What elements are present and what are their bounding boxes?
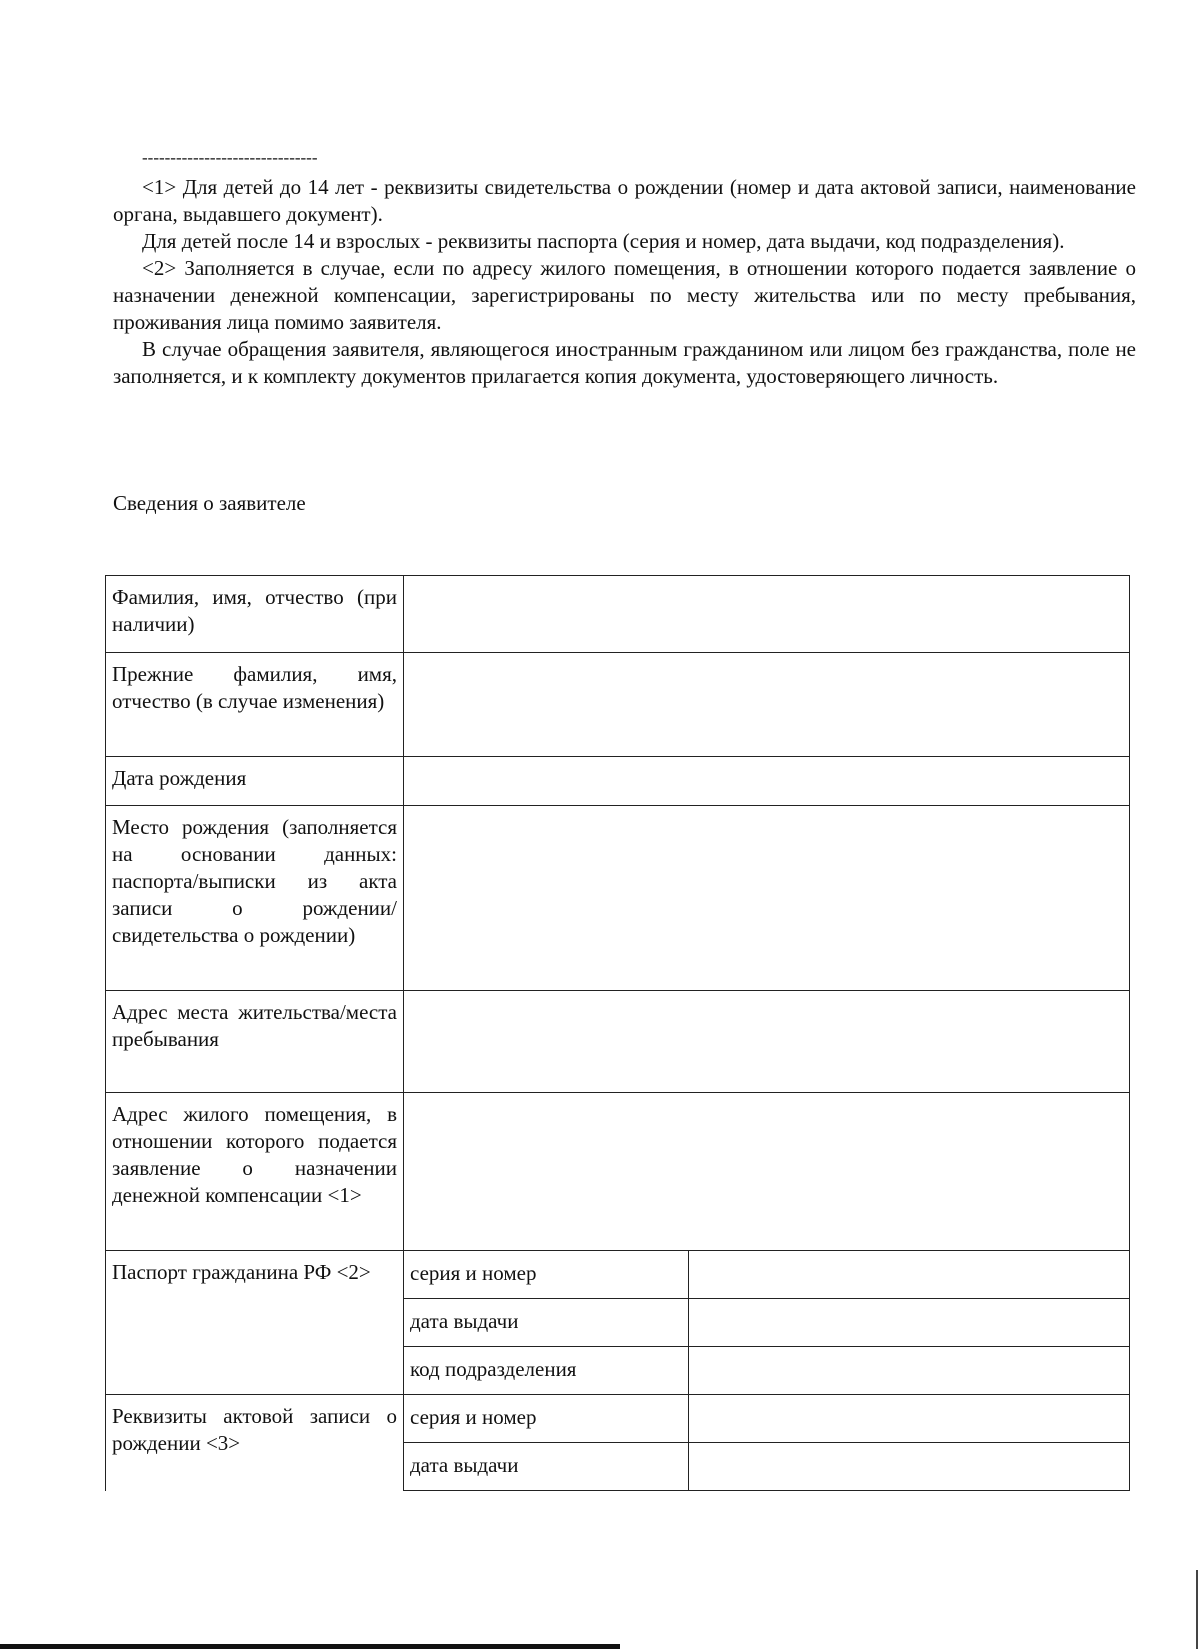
housing-address-label: Адрес жилого помещения, в отношении которого подается заявление о назначении денежной компенсации <1> (106, 1093, 404, 1251)
previous-fio-label: Прежние фамилия, имя, отчество (в случае изменения) (106, 653, 404, 757)
footnote-1: <1> Для детей до 14 лет - реквизиты свидетельства о рождении (номер и дата актовой записи, наименование органа, выдавшего документ). (113, 175, 1136, 226)
scan-edge-bottom (0, 1644, 620, 1649)
passport-division-code-field[interactable] (689, 1347, 1130, 1395)
previous-fio-field[interactable] (404, 653, 1130, 757)
fio-field[interactable] (404, 576, 1130, 653)
residence-address-field[interactable] (404, 991, 1130, 1093)
birth-record-label: Реквизиты актовой записи о рождении <3> (106, 1395, 404, 1491)
passport-series-field[interactable] (689, 1251, 1130, 1299)
footnotes-block (113, 174, 1136, 390)
table-row-previous-fio (106, 653, 1130, 757)
passport-division-code-label: код подразделения (404, 1347, 689, 1395)
birth-record-series-field[interactable] (689, 1395, 1130, 1443)
footnote-1-continued: Для детей после 14 и взрослых - реквизиты паспорта (серия и номер, дата выдачи, код подразделения). (142, 229, 1065, 253)
fio-label: Фамилия, имя, отчество (при наличии) (106, 576, 404, 653)
table-row-residence-address (106, 991, 1130, 1093)
birth-record-series-label: серия и номер (404, 1395, 689, 1443)
footnote-2-continued: В случае обращения заявителя, являющегося иностранным гражданином или лицом без гражданства, поле не заполняется, и к комплекту документов прилагается копия документа, удостоверяющего личность. (113, 337, 1136, 388)
footnote-separator: ------------------------------- (142, 148, 318, 167)
table-row-birth-place (106, 806, 1130, 991)
table-row-fio (106, 576, 1130, 653)
section-title: Сведения о заявителе (113, 491, 306, 515)
passport-issue-date-label: дата выдачи (404, 1299, 689, 1347)
applicant-info-table (105, 575, 1130, 1491)
birth-record-issue-date-field[interactable] (689, 1443, 1130, 1491)
birth-record-issue-date-label: дата выдачи (404, 1443, 689, 1491)
table-row-passport-series (106, 1251, 1130, 1299)
birth-date-label: Дата рождения (106, 757, 404, 806)
passport-series-label: серия и номер (404, 1251, 689, 1299)
table-row-birth-record-series (106, 1395, 1130, 1443)
housing-address-field[interactable] (404, 1093, 1130, 1251)
table-row-birth-date (106, 757, 1130, 806)
birth-place-label: Место рождения (заполняется на основании данных: паспорта/выписки из акта записи о рождении/свидетельства о рождении) (106, 806, 404, 991)
passport-label: Паспорт гражданина РФ <2> (106, 1251, 404, 1395)
footnote-2: <2> Заполняется в случае, если по адресу жилого помещения, в отношении которого подается заявление о назначении денежной компенсации, зарегистрированы по месту жительства или по месту пребывания, проживания лица помимо заявителя. (113, 256, 1136, 334)
birth-place-field[interactable] (404, 806, 1130, 991)
table-row-housing-address (106, 1093, 1130, 1251)
scan-edge-right (1196, 1570, 1198, 1649)
passport-issue-date-field[interactable] (689, 1299, 1130, 1347)
birth-date-field[interactable] (404, 757, 1130, 806)
residence-address-label: Адрес места жительства/места пребывания (106, 991, 404, 1093)
